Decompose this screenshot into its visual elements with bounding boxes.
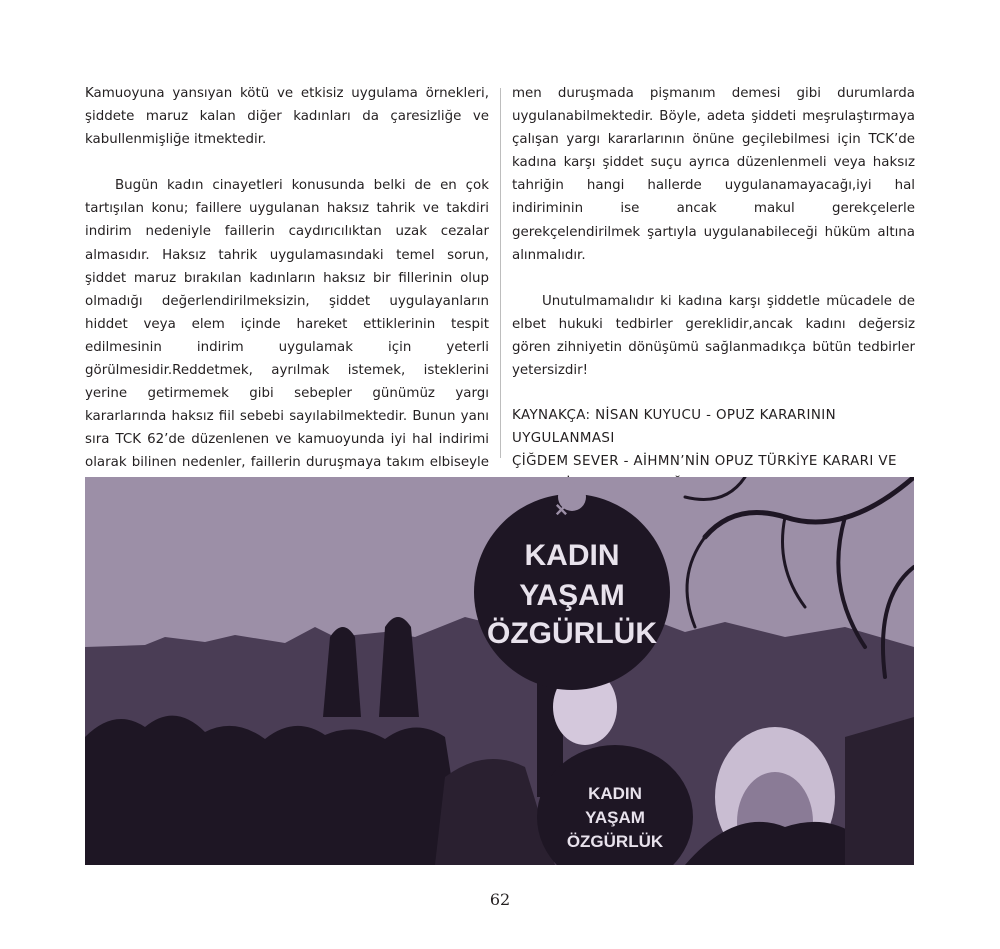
sign-large-line-3: ÖZGÜRLÜK [487,617,657,650]
sign-small-line-1: KADIN [588,784,642,803]
protest-photo [85,477,914,865]
reference-2: ÇİĞDEM SEVER - AİHMN’NİN OPUZ TÜRKİYE KARARI VE [512,454,897,470]
right-column [512,82,915,497]
sign-large-line-2: YAŞAM [519,579,625,612]
column-divider [500,88,501,458]
svg-text:×: × [555,497,568,522]
sign-small-line-2: YAŞAM [585,808,645,827]
sign-small-line-3: ÖZGÜRLÜK [566,832,664,851]
protest-photo-illustration [85,477,914,865]
reference-1: KAYNAKÇA: NİSAN KUYUCU - OPUZ KARARININ UYGULANMASI [512,408,837,447]
left-paragraph-1: Kamuoyuna yansıyan kötü ve etkisiz uygulama örnekleri, şiddete maruz kalan diğer kadınları da çaresizliğe ve kabullenmişliğe itmektedir. [85,86,489,148]
left-paragraph-2: Bugün kadın cinayetleri konusunda belki de en çok tartışılan konu; faillere uygulanan haksız tahrik ve takdiri indirim nedeniyle faillerin caydırıcılıktan uzak cezalar almasıdır. Haksız tahrik uygulamasındaki temel sorun, şiddet maruz bırakılan kadınların haksız bir fillerinin olup olmadığı değerlendirilmeksizin, şiddet uygulayanların hiddet veya elem içinde hareket ettiklerinin tespit edilmesinin indirim uygulamak için yeterli görülmesidir.Reddetmek, ayrılmak istemek, isteklerini yerine getirmemek gibi sebepler günümüz yargı kararlarında haksız fiil sebebi sayılabilmektedir. Bunun yanı sıra TCK 62’de düzenlenen ve kamuoyunda iyi hal indirimi olarak bilinen nedenler, faillerin duruşmaya takım elbiseyle [85,178,489,471]
sign-large-line-1: KADIN [524,539,620,572]
right-paragraph-1: men duruşmada pişmanım demesi gibi durumlarda uygulanabilmektedir. Böyle, adeta şiddeti meşrulaştırmaya çalışan yargı kararlarının önüne geçilebilmesi için TCK’de kadına karşı şiddet suçu ayrıca düzenlenmeli veya haksız tahriğin hangi hallerde uygulanamayacağı,iyi hal indiriminin ise ancak makul gerekçelerle gerekçelendirilmek şartıyla uygulanabileceği hüküm altına alınmalıdır. [512,86,915,263]
left-column [85,82,489,498]
right-paragraph-2: Unutulmamalıdır ki kadına karşı şiddetle mücadele de elbet hukuki tedbirler gereklidir,ancak kadını değersiz gören zihniyetin dönüşümü sağlanmadıkça bütün tedbirler yetersizdir! [512,293,915,379]
page-number: 62 [489,890,511,909]
